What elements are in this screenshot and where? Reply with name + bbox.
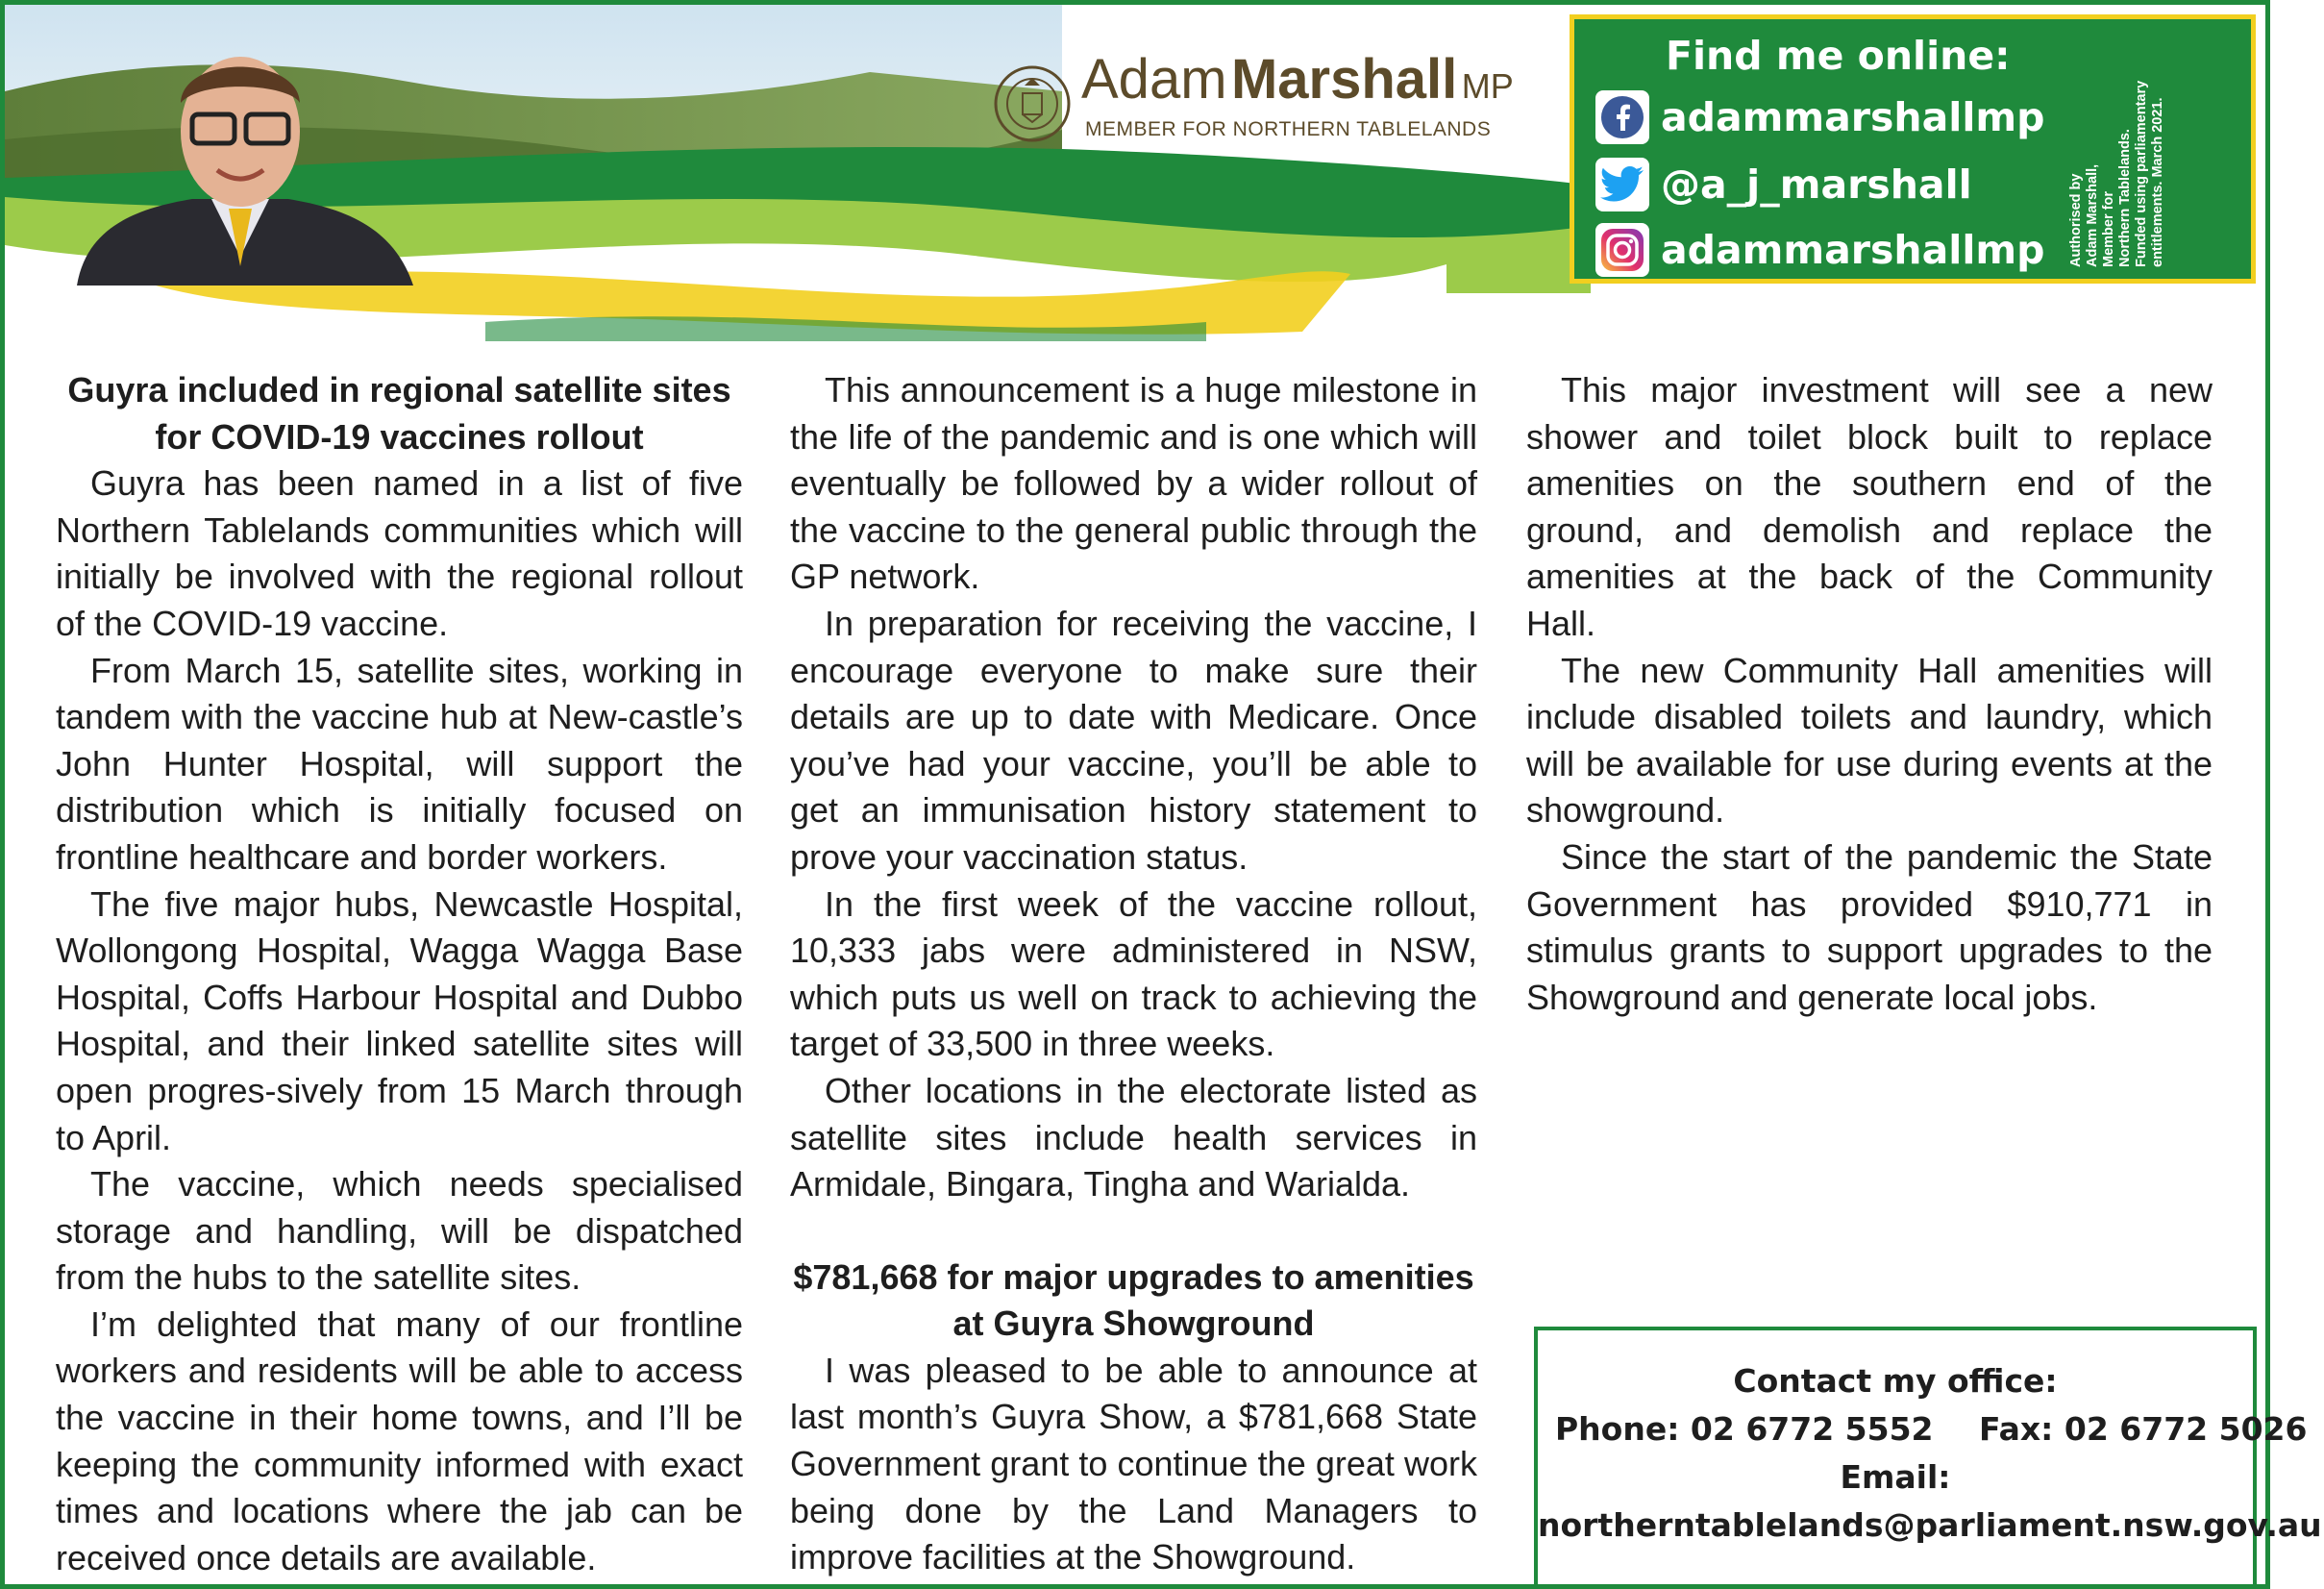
find-me-online-box — [1570, 14, 2256, 284]
header-banner — [5, 5, 2265, 341]
article-paragraph: I’m delighted that many of our frontline workers and residents will be able to access the vaccine in their home towns, and I’ll be keeping the community informed with exact times and locations where the jab can be received once details are available. — [56, 1303, 743, 1577]
twitter-icon — [1595, 158, 1649, 211]
member-name — [1081, 47, 1514, 112]
article-paragraph: This major investment will see a new shower and toilet block built to replace amenities on the southern end of the ground, and demolish and replace the amenities at the back of the Community Hall. — [1526, 370, 2213, 643]
authorisation-line: Adam Marshall, — [2085, 163, 2100, 267]
authorisation-statement — [2068, 46, 2241, 267]
facebook-handle: adammarshallmp — [1661, 94, 2045, 140]
member-last-name: Marshall — [1230, 48, 1458, 111]
article-paragraph: Since the start of the pandemic the State Government has provided $910,771 in stimulus grants to support upgrades to the Showground and generate local jobs. — [1526, 836, 2213, 1017]
article-paragraph: From March 15, satellite sites, working in tandem with the vaccine hub at New-castle’s John Hunter Hospital, will support the distribution which is initially focused on frontline healthcare and border workers. — [56, 650, 743, 877]
contact-email-link[interactable]: northerntablelands@parliament.nsw.gov.au — [1538, 1506, 2322, 1544]
facebook-icon — [1595, 90, 1649, 144]
contact-fax: Fax: 02 6772 5026 — [1979, 1410, 2308, 1448]
facebook-link[interactable] — [1595, 88, 2044, 146]
article-paragraph: The vaccine, which needs specialised storage and handling, will be dispatched from the hubs to the satellite sites. — [56, 1164, 743, 1298]
member-post-nominal: MP — [1461, 66, 1514, 106]
authorisation-line: Authorised by — [2068, 173, 2084, 267]
contact-phone-fax — [1538, 1405, 2308, 1453]
member-first-name: Adam — [1081, 48, 1227, 111]
article-paragraph: I was pleased to be able to announce at last month’s Guyra Show, a $781,668 State Government grant to continue the great work being done by the Land Managers to improve facilities at the Showground. — [790, 1350, 1477, 1577]
authorisation-line: entitlements. March 2021. — [2150, 97, 2165, 267]
article-column-3 — [1526, 367, 2213, 1021]
authorisation-line: Funded using parliamentary — [2134, 80, 2149, 267]
instagram-link[interactable] — [1595, 221, 2044, 279]
parliament-crest-icon — [993, 64, 1072, 143]
contact-phone: Phone: 02 6772 5552 — [1555, 1410, 1934, 1448]
find-me-online-title: Find me online: — [1666, 33, 2011, 79]
article-paragraph: The five major hubs, Newcastle Hospital, Wollongong Hospital, Wagga Wagga Base Hospital, Coffs Harbour Hospital and Dubbo Hospital, and their linked satellite sites will open progres-sively from 15 March through to April. — [56, 883, 743, 1157]
article-paragraph: This announcement is a huge milestone in the life of the pandemic and is one which will eventually be followed by a wider rollout of the vaccine to the general public through the GP network. — [790, 370, 1477, 597]
article-paragraph: The new Community Hall amenities will include disabled toilets and laundry, which will be available for use during events at the showground. — [1526, 650, 2213, 831]
authorisation-line: Member for — [2101, 191, 2116, 267]
member-logo — [993, 47, 1531, 153]
article-paragraph: Other locations in the electorate listed as satellite sites include health services in Armidale, Bingara, Tingha and Warialda. — [790, 1070, 1477, 1204]
article-headline-showground: $781,668 for major upgrades to amenities at Guyra Showground — [793, 1256, 1474, 1344]
member-photo — [58, 26, 423, 286]
authorisation-line: Northern Tablelands. — [2117, 129, 2133, 267]
member-role: MEMBER FOR NORTHERN TABLELANDS — [1085, 118, 1492, 140]
article-paragraph: In the first week of the vaccine rollout, 10,333 jabs were administered in NSW, which puts us well on track to achieving the target of 33,500 in three weeks. — [790, 883, 1477, 1064]
contact-email-label: Email: — [1840, 1458, 1951, 1496]
article-column-1 — [56, 367, 743, 1581]
twitter-link[interactable] — [1595, 156, 1972, 213]
article-column-2 — [790, 367, 1477, 1581]
contact-office-box — [1534, 1327, 2322, 1584]
article-paragraph: In preparation for receiving the vaccine, I encourage everyone to make sure their details are up to date with Medicare. Once you’ve had your vaccine, you’ll be able to get an immunisation history statement to prove your vaccination status. — [790, 603, 1477, 877]
twitter-handle: @a_j_marshall — [1661, 161, 1972, 208]
article-paragraph: Guyra has been named in a list of five Northern Tablelands communities which will initially be involved with the regional rollout of the COVID-19 vaccine. — [56, 463, 743, 643]
article-headline-vaccine: Guyra included in regional satellite sites for COVID-19 vaccines rollout — [67, 370, 731, 457]
instagram-handle: adammarshallmp — [1661, 227, 2045, 273]
contact-title: Contact my office: — [1733, 1362, 2058, 1400]
instagram-icon — [1595, 223, 1649, 277]
